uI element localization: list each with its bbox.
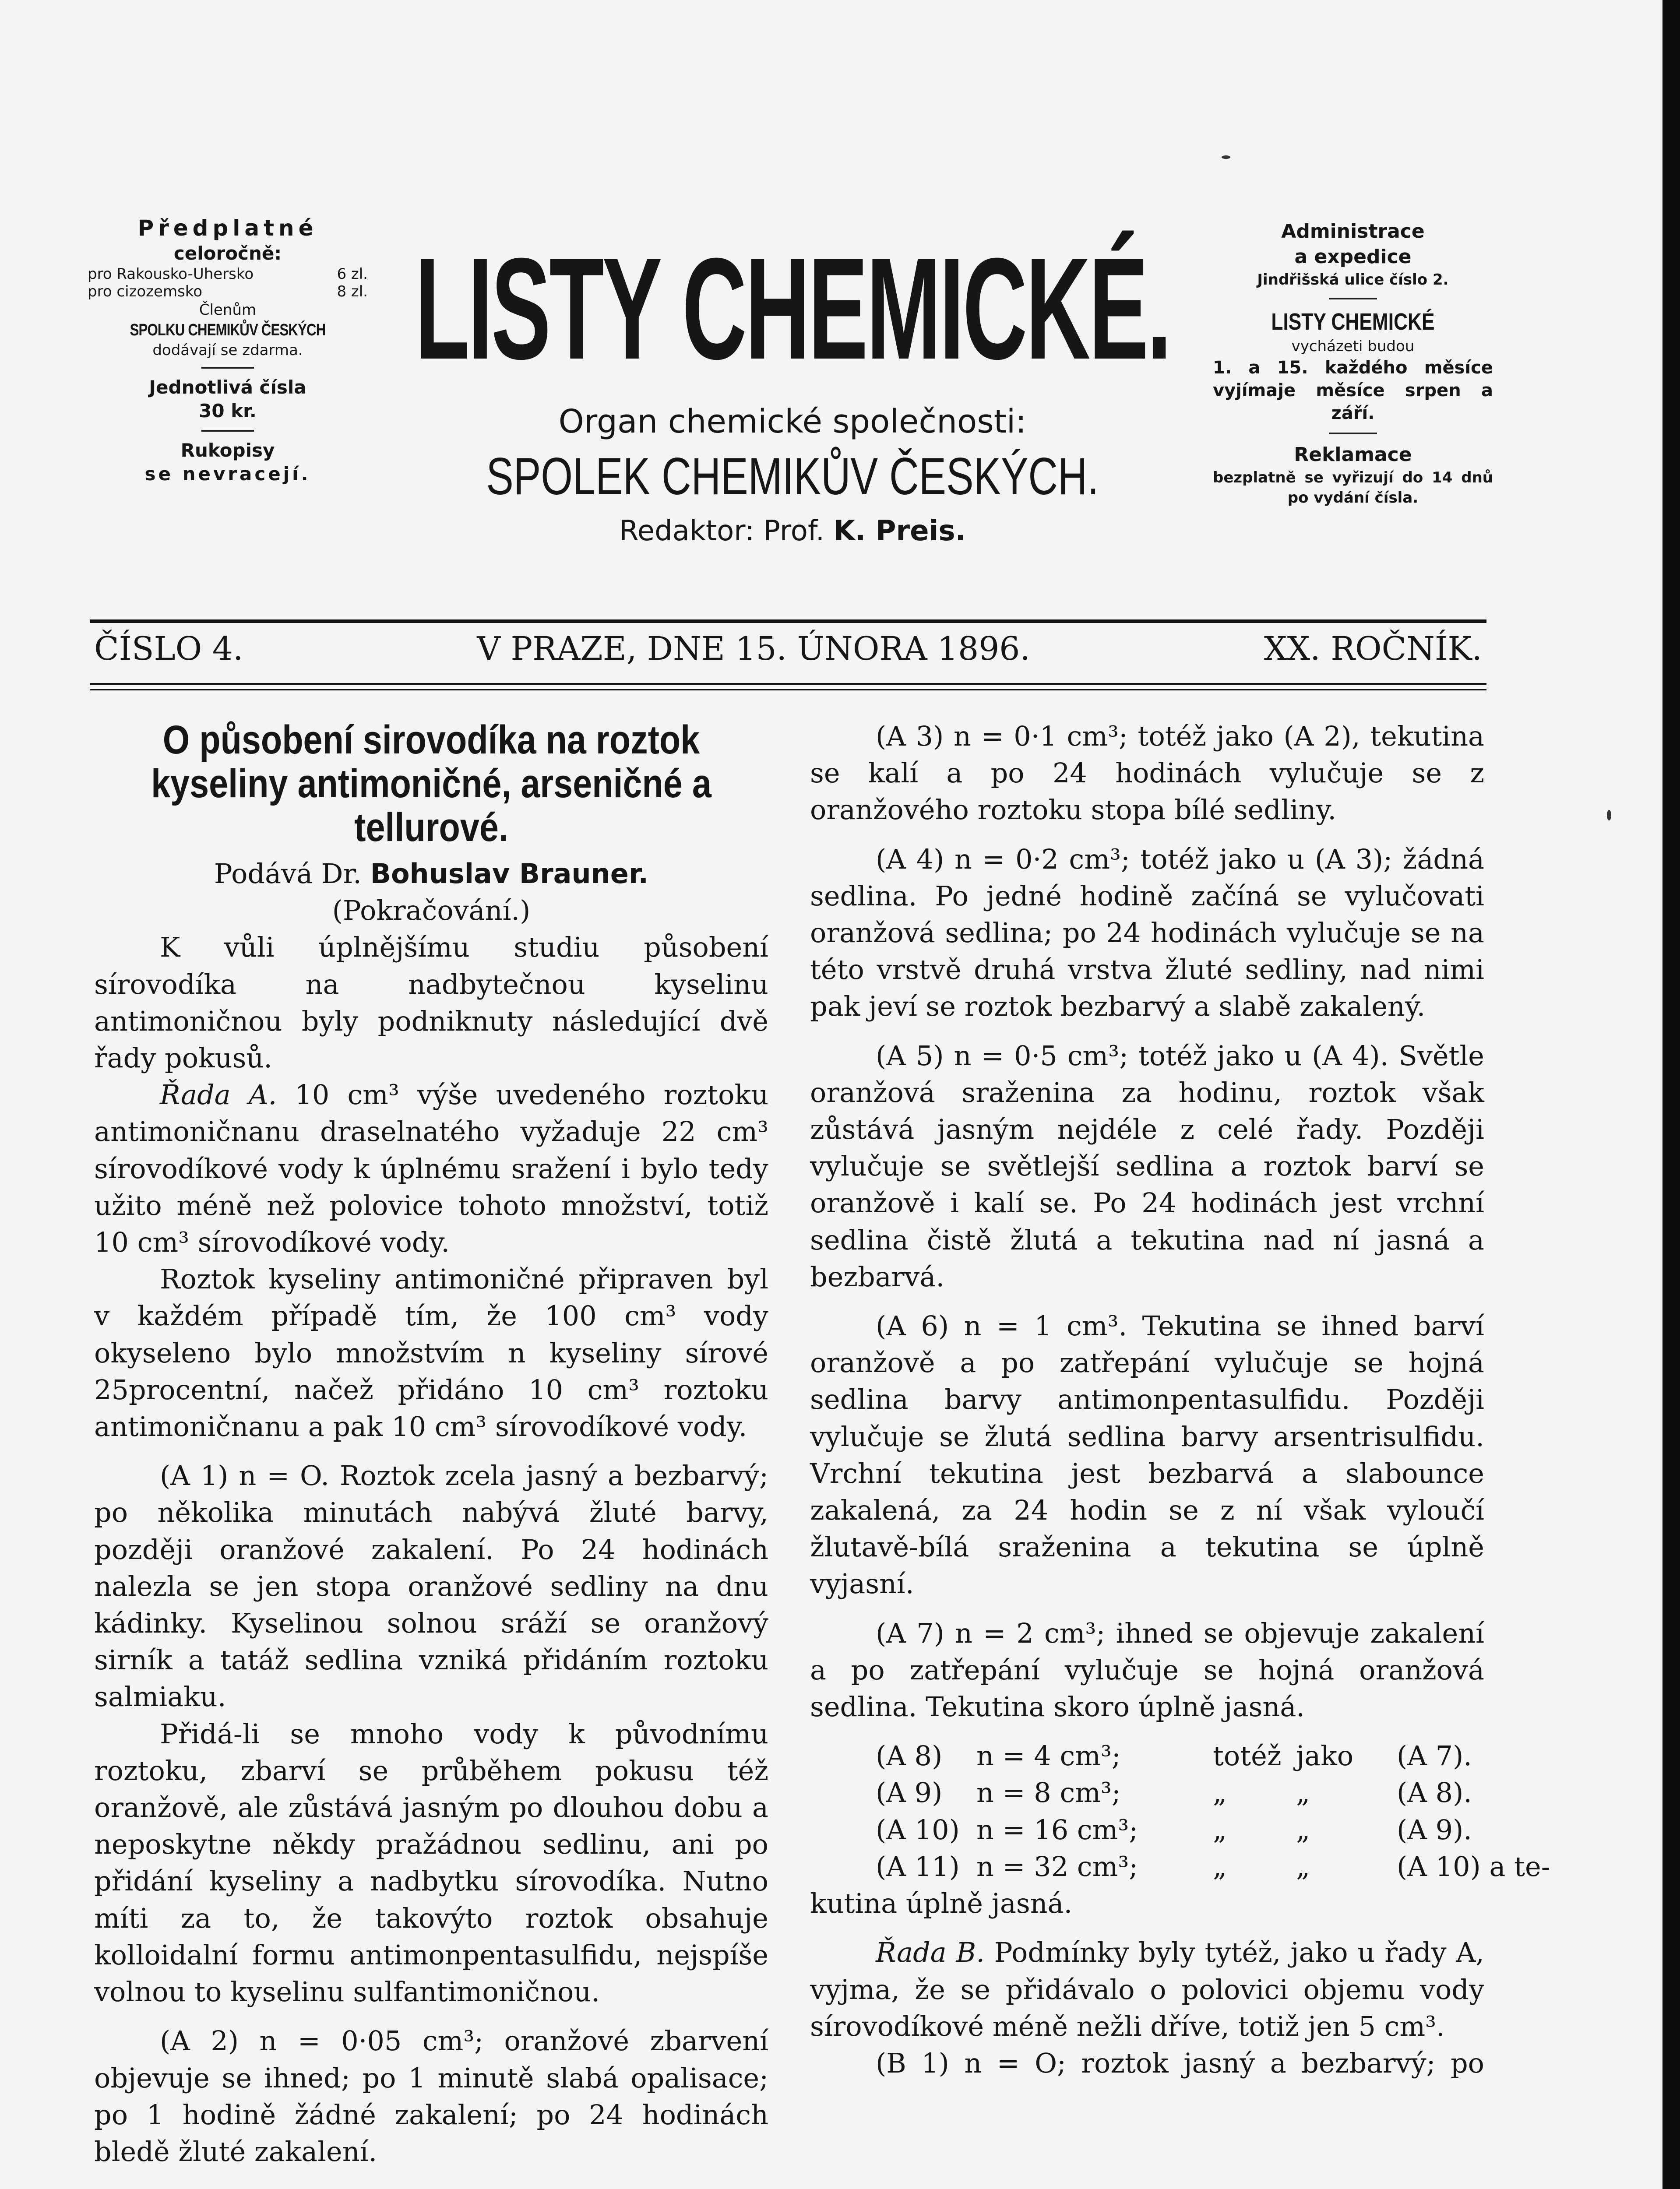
single-issues: Jednotlivá čísla xyxy=(149,377,306,398)
masthead xyxy=(381,228,1204,555)
row-ref: (A 7). xyxy=(1397,1740,1472,1772)
row-value: n = 8 cm³; xyxy=(976,1777,1121,1809)
price-row-foreign xyxy=(88,283,368,300)
admin-title: Administrace xyxy=(1281,220,1425,243)
society-line: SPOLEK CHEMIKŮV ČESKÝCH. xyxy=(486,447,1099,506)
address: Jindřišská ulice číslo 2. xyxy=(1257,271,1449,289)
series-text: Podmínky byly tytéž, jako u řady A, vyjma, že se přidávalo o polovici objemu vody sírovodíkové méně nežli dříve, totiž jen 5 cm³. xyxy=(810,1936,1484,2042)
article-title: O působení sirovodíka na roztok kyseliny antimoničné, arseničné a tellurové. xyxy=(151,718,711,850)
article-column-left xyxy=(94,718,768,2170)
price-value-foreign: 8 zl. xyxy=(337,283,368,300)
issue-volume: XX. ROČNÍK. xyxy=(1264,630,1482,668)
row-ditto: „ xyxy=(1296,1850,1310,1883)
series-row xyxy=(876,1848,1550,1885)
paragraph: K vůli úplnějšímu studiu působení sírovodíka na nadbytečnou kyselinu antimoničnou byly podniknuty následující dvě řady pokusů. xyxy=(94,931,768,1074)
paragraph-series-b xyxy=(810,1934,1484,2045)
row-label: (A 11) xyxy=(876,1850,960,1883)
row-ditto: totéž xyxy=(1213,1740,1282,1772)
paragraph: Přidá-li se mnoho vody k původnímu roztoku, zbarví se průběhem pokusu též oranžově, ale zůstává jasným po dlouhou dobu a neposkytne někdy pražádnou sedlinu, ani po přidání kyseliny a nadbytku sírovodíka. Nutno míti za to, že takovýto roztok obsahuje kolloidalní formu antimonpentasulfidu, nejspíše volnou to kyselinu sulfantimoničnou. xyxy=(94,1717,768,2008)
series-text: 10 cm³ výše uvedeného roztoku antimoničnanu draselnatého vyžaduje 22 cm³ sírovodíkové vody k úplnému sražení i bylo tedy užito méně než polovice tohoto množství, totiž 10 cm³ sírovodíkové vody. xyxy=(94,1079,769,1259)
journal-title: LISTY CHEMICKÉ. xyxy=(415,228,1170,389)
author-name: Bohuslav Brauner. xyxy=(370,858,649,890)
row-value: n = 4 cm³; xyxy=(976,1740,1121,1772)
series-row xyxy=(876,1812,1484,1848)
experiment-a1: (A 1) n = O. Roztok zcela jasný a bezbarvý; po několika minutách nabývá žluté barvy, později oranžové zakalení. Po 24 hodinách nalezla se jen stopa oranžové sedliny na dnu kádinky. Kyselinou solnou sráží se oranžový sirník a tatáž sedlina vzniká přidáním roztoku salmiaku. xyxy=(94,1460,768,1713)
series-row xyxy=(876,1774,1484,1811)
expedition: a expedice xyxy=(1294,246,1412,268)
row-value: n = 16 cm³; xyxy=(976,1813,1138,1846)
bottom-rule xyxy=(90,683,1486,685)
row-ditto: „ xyxy=(1213,1777,1227,1809)
issue-date: V PRAZE, DNE 15. ÚNORA 1896. xyxy=(477,630,1030,668)
top-rule xyxy=(90,619,1486,623)
complaints-text: bezplatně se vyřizují do 14 dnů po vydání čísla. xyxy=(1213,469,1493,507)
free-delivery: dodávají se zdarma. xyxy=(152,341,303,359)
row-ditto: „ xyxy=(1213,1813,1227,1846)
administration-box xyxy=(1213,219,1493,508)
experiment-a5: (A 5) n = 0·5 cm³; totéž jako u (A 4). Světle oranžová sraženina za hodinu, roztok však zůstává jasným nejdéle z celé řady. Později vylučuje se světlejší sedlina a roztok barví se oranžově i kalí se. Po 24 hodinách jest vrchní sedlina čistě žlutá a tekutina nad ní jasná a bezbarvá. xyxy=(810,1039,1484,1293)
schedule: 1. a 15. každého měsíce vyjímaje měsíce srpen a září. xyxy=(1213,358,1493,423)
row-ditto: „ xyxy=(1213,1850,1227,1883)
experiment-a6: (A 6) n = 1 cm³. Tekutina se ihned barví oranžově a po zatřepání vylučuje se hojná sedlina barvy antimonpentasulfidu. Později vylučuje se žlutá sedlina barvy arsentrisulfidu. Vrchní tekutina jest bezbarvá a slabounce zakalená, za 24 hodin se z ní však vyloučí žlutavě-bílá sraženina a tekutina se úplně vyjasní. xyxy=(810,1310,1484,1600)
experiment-b1: (B 1) n = O; roztok jasný a bezbarvý; po xyxy=(876,2047,1484,2079)
journal-name: LISTY CHEMICKÉ xyxy=(1271,309,1435,335)
single-price: 30 kr. xyxy=(199,400,257,422)
row-ref: (A 9). xyxy=(1397,1813,1472,1846)
editor-line xyxy=(381,507,1204,555)
experiment-a4: (A 4) n = 0·2 cm³; totéž jako u (A 3); žádná sedlina. Po jedné hodině začíná se vylučovati oranžová sedlina; po 24 hodinách vylučuje se na této vrstvě druhá vrstva žluté sedliny, nad nimi pak jeví se roztok bezbarvý a slabě zakalený. xyxy=(810,843,1484,1023)
byline xyxy=(94,855,768,892)
experiment-a3: (A 3) n = 0·1 cm³; totéž jako (A 2), tekutina se kalí a po 24 hodinách vylučuje se z oranžového roztoku stopa bílé sedliny. xyxy=(810,720,1484,826)
row-ditto: jako xyxy=(1296,1740,1354,1772)
subscription-title: Předplatné xyxy=(137,215,318,241)
row-label: (A 8) xyxy=(876,1740,943,1772)
organ-line: Organ chemické společnosti: xyxy=(558,403,1027,440)
manuscripts: Rukopisy xyxy=(180,440,275,461)
scan-speck xyxy=(1222,155,1230,159)
price-row-domestic xyxy=(88,265,368,283)
row-ditto: „ xyxy=(1296,1777,1310,1809)
row-ditto: „ xyxy=(1296,1813,1310,1846)
row-label: (A 10) xyxy=(876,1813,960,1846)
issue-line xyxy=(94,627,1482,671)
article-column-right xyxy=(810,718,1550,2082)
scan-speck xyxy=(1607,810,1611,820)
bottom-rule-thin xyxy=(90,689,1486,690)
price-label-domestic: pro Rakousko-Uhersko xyxy=(88,265,254,283)
complaints-title: Reklamace xyxy=(1294,443,1412,466)
series-label: Řada B. xyxy=(876,1936,985,1969)
divider xyxy=(201,430,254,432)
continued-note: (Pokračování.) xyxy=(332,894,531,927)
subscription-box xyxy=(88,215,368,486)
issue-number: ČÍSLO 4. xyxy=(94,630,243,668)
divider xyxy=(201,367,254,369)
experiment-a7: (A 7) n = 2 cm³; ihned se objevuje zakalení a po zatřepání vylučuje se hojná oranžová sedlina. Tekutina skoro úplně jasná. xyxy=(810,1617,1484,1723)
experiment-a2: (A 2) n = 0·05 cm³; oranžové zbarvení objevuje se ihned; po 1 minutě slabá opalisace; po 1 hodině žádné zakalení; po 24 hodinách bledě žluté zakalení. xyxy=(94,2025,768,2168)
series-table xyxy=(876,1738,1550,1885)
editor-name: K. Preis. xyxy=(833,515,966,547)
editor-label: Redaktor: Prof. xyxy=(619,515,825,547)
subscription-yearly: celoročně: xyxy=(173,243,282,264)
price-value-domestic: 6 zl. xyxy=(337,265,368,283)
row-label: (A 9) xyxy=(876,1777,943,1809)
paragraph: Roztok kyseliny antimoničné připraven byl v každém případě tím, že 100 cm³ vody okyseleno bylo množstvím n kyseliny sírové 25procentní, načež přidáno 10 cm³ roztoku antimoničnanu a pak 10 cm³ sírovodíkové vody. xyxy=(94,1263,768,1443)
byline-label: Podává Dr. xyxy=(214,858,362,890)
society-name: SPOLKU CHEMIKŮV ČESKÝCH xyxy=(130,321,326,339)
divider xyxy=(1329,433,1377,434)
not-returned: se nevracejí. xyxy=(144,463,311,485)
divider xyxy=(1329,298,1377,299)
series-label: Řada A. xyxy=(160,1079,277,1111)
row-value: n = 32 cm³; xyxy=(976,1850,1138,1883)
series-tail: kutina úplně jasná. xyxy=(810,1887,1073,1920)
published-label: vycházeti budou xyxy=(1291,338,1415,355)
members-label: Členům xyxy=(199,301,257,319)
row-ref: (A 8). xyxy=(1397,1777,1472,1809)
paragraph-series-a xyxy=(94,1077,768,1261)
series-row xyxy=(876,1738,1484,1774)
row-ref: (A 10) a te- xyxy=(1397,1850,1550,1883)
price-label-foreign: pro cizozemsko xyxy=(88,283,203,300)
